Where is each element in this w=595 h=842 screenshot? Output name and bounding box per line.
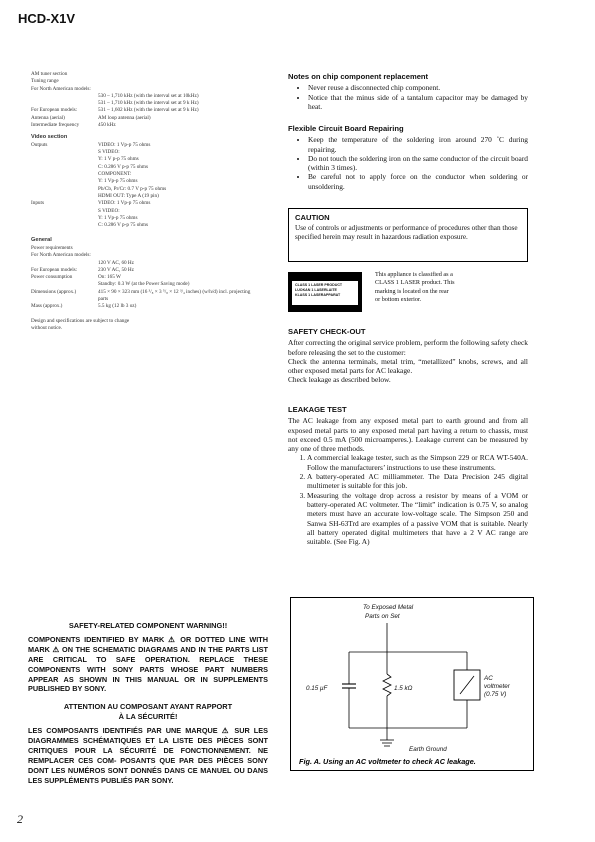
spec-key bbox=[31, 281, 98, 288]
spec-value: 5.5 kg (12 lb 3 oz) bbox=[98, 303, 137, 310]
video-spec-row bbox=[31, 215, 256, 222]
notes-item: • Notice that the minus side of a tantalum capacitor may be damaged by heat. bbox=[308, 93, 528, 112]
spec-key: For North American models: bbox=[31, 85, 91, 92]
spec-value bbox=[98, 245, 256, 252]
spec-value: Y: 1 V p-p 75 ohms bbox=[98, 156, 139, 163]
video-spec-row bbox=[31, 186, 256, 193]
spec-key bbox=[31, 208, 98, 215]
notes-title: Notes on chip component replacement bbox=[288, 72, 429, 81]
leakage-title: LEAKAGE TEST bbox=[288, 405, 347, 414]
spec-key: Power consumption bbox=[31, 274, 73, 281]
spec-key: Tuning range bbox=[31, 78, 59, 85]
spec-value: Y: 1 Vp-p 75 ohms bbox=[98, 214, 138, 221]
spec-value: S VIDEO: bbox=[98, 207, 120, 214]
general-spec-row bbox=[31, 267, 256, 274]
video-spec-row bbox=[31, 149, 256, 156]
safety-text-2: Check the antenna terminals, metal trim, “metallized” knobs, screws, and all other exposed metal parts for AC leakage. bbox=[288, 356, 528, 376]
am-spec-table bbox=[31, 71, 256, 129]
video-spec-row bbox=[31, 193, 256, 200]
spec-key bbox=[31, 171, 98, 178]
leakage-text: The AC leakage from any exposed metal part to earth ground and from all exposed metal parts to any exposed metal part having a return to chassis, must not exceed 0.5 mA (500 microamperes.). Leakage current can be measured by any one of three methods. bbox=[288, 416, 528, 454]
safety-text-3: Check leakage as described below. bbox=[288, 375, 391, 385]
flexible-item: • Keep the temperature of the soldering iron around 270 ˚C during repairing. bbox=[308, 135, 528, 154]
notes-item: • Never reuse a disconnected chip component. bbox=[308, 83, 528, 92]
ground-label: Earth Ground bbox=[409, 746, 447, 753]
warning-text-fr: LES COMPOSANTS IDENTIFIÉS PAR UNE MARQUE ⚠ SUR LES DIAGRAMMES SCHÉMATIQUES ET LA LISTE DES PIÈCES SONT CRITIQUES POUR LA SÉCURITÉ DE FONCTIONNEMENT. NE REMPLACER CES COM- POSANTS QUE PAR DES PIÈCES SONY DONT LES NUMÉROS SONT DONNÉS DANS CE MANUEL OU DANS LES SUPPLÉMENTS PUBLIÉS PAR SONY. bbox=[28, 726, 268, 785]
spec-key bbox=[31, 149, 98, 156]
spec-value: C: 0.286 V p-p 75 ohms bbox=[98, 163, 148, 170]
figure-top-label: Parts on Set bbox=[365, 613, 400, 620]
notes-list bbox=[288, 83, 528, 111]
spec-key: AM tuner section bbox=[31, 71, 68, 77]
spec-key: Inputs bbox=[31, 200, 44, 207]
spec-value: VIDEO: 1 Vp-p 75 ohms bbox=[98, 200, 151, 207]
leakage-method: 2. A battery-operated AC milliammeter. The Data Precision 245 digital multimeter is suitable for this job. bbox=[307, 472, 528, 491]
leakage-method: 3. Measuring the voltage drop across a resistor by means of a VOM or battery-operated AC voltmeter. The “limit” indication is 0.75 V, so analog meters must have an accurate low-voltage scale. The Simpson 250 and Sanwa SH-63Trd are examples of a passive VOM that is suitable. Nearly all battery operated digital multimeters that have a 2 V AC range are suitable. (See Fig. A) bbox=[307, 491, 528, 547]
spec-value: 530 – 1,710 kHz (with the interval set at 10kHz) bbox=[98, 92, 199, 99]
spec-key bbox=[31, 156, 98, 163]
video-spec-row bbox=[31, 200, 256, 207]
spec-value: Standby: 0.3 W (at the Power Saving mode) bbox=[98, 281, 190, 288]
spec-value: S VIDEO: bbox=[98, 149, 120, 156]
leakage-method: 1. A commercial leakage tester, such as the Simpson 229 or RCA WT-540A. Follow the manufacturers’ instructions to use these instruments. bbox=[307, 453, 528, 472]
spec-value: AM loop antenna (aerial) bbox=[98, 114, 151, 121]
page-number: 2 bbox=[17, 812, 23, 826]
leakage-circuit-diagram bbox=[291, 598, 533, 770]
am-spec-row bbox=[31, 107, 256, 114]
spec-key: Antenna (aerial) bbox=[31, 114, 65, 121]
safety-title: SAFETY CHECK-OUT bbox=[288, 327, 366, 336]
spec-value: VIDEO: 1 Vp-p 75 ohms bbox=[98, 141, 151, 148]
spec-value: COMPONENT: bbox=[98, 171, 132, 178]
video-spec-row bbox=[31, 156, 256, 163]
resistor-label: 1.5 kΩ bbox=[394, 685, 413, 692]
spec-value: 120 V AC, 60 Hz bbox=[98, 259, 134, 266]
general-spec-table bbox=[31, 245, 256, 311]
caution-box bbox=[288, 208, 528, 262]
specifications bbox=[31, 71, 256, 333]
general-spec-row bbox=[31, 252, 256, 259]
spec-value: C: 0.286 V p-p 75 ohms bbox=[98, 222, 148, 229]
spec-value: 230 V AC, 50 Hz bbox=[98, 266, 134, 273]
safety-warning bbox=[28, 621, 268, 794]
warning-title-en: SAFETY-RELATED COMPONENT WARNING!! bbox=[68, 621, 228, 630]
flexible-board-section bbox=[288, 124, 528, 191]
model-title: HCD-X1V bbox=[18, 11, 76, 26]
video-spec-row bbox=[31, 208, 256, 215]
am-spec-row bbox=[31, 122, 256, 129]
leakage-methods bbox=[288, 453, 528, 546]
spec-key: Mass (approx.) bbox=[31, 303, 63, 310]
spec-key bbox=[31, 178, 98, 185]
video-spec-row bbox=[31, 222, 256, 229]
flexible-item: • Do not touch the soldering iron on the same conductor of the circuit board (within 3 times). bbox=[308, 154, 528, 173]
spec-key bbox=[31, 100, 98, 107]
spec-value: 531 – 1,710 kHz (with the interval set at 9 k Hz) bbox=[98, 100, 199, 107]
figure-caption: Fig. A. Using an AC voltmeter to check AC leakage. bbox=[299, 757, 476, 766]
spec-value: 531 – 1,602 kHz (with the interval set at 9 k Hz) bbox=[98, 107, 199, 114]
general-spec-row bbox=[31, 281, 256, 288]
flexible-title: Flexible Circuit Board Repairing bbox=[288, 124, 404, 133]
general-spec-row bbox=[31, 245, 256, 252]
leakage-test-section bbox=[288, 405, 528, 546]
spec-value: 415 × 90 × 323 mm (16 ³/₈ × 3 ⁵/₈ × 12 ³/₄ inches) (w/h/d) incl. projecting parts bbox=[98, 288, 251, 303]
general-section-title: General bbox=[31, 237, 52, 244]
spec-key bbox=[31, 193, 98, 200]
spec-key: For European models: bbox=[31, 266, 78, 273]
spec-footer: Design and specifications are subject to change without notice. bbox=[31, 317, 130, 332]
am-spec-row bbox=[31, 71, 256, 78]
laser-label-line: LUOKAN 1 LASERLAITE bbox=[295, 288, 337, 292]
spec-key: Power requirements bbox=[31, 244, 73, 251]
flexible-item: • Be careful not to apply force on the conductor when soldering or unsoldering. bbox=[308, 172, 528, 191]
spec-key: For North American models: bbox=[31, 252, 91, 259]
spec-value bbox=[98, 71, 256, 78]
notes-chip-section bbox=[288, 72, 528, 111]
safety-checkout-section bbox=[288, 327, 528, 385]
laser-label-line: CLASS 1 LASER PRODUCT bbox=[295, 283, 343, 287]
laser-label bbox=[292, 281, 358, 305]
am-spec-row bbox=[31, 86, 256, 93]
caution-text: Use of controls or adjustments or performance of procedures other than those specified herein may result in hazardous radiation exposure. bbox=[295, 224, 518, 241]
am-spec-row bbox=[31, 115, 256, 122]
warning-title-fr: ATTENTION AU COMPOSANT AYANT RAPPORT bbox=[63, 702, 233, 712]
spec-key: Dimensions (approx.) bbox=[31, 288, 77, 295]
video-spec-row bbox=[31, 171, 256, 178]
voltmeter-label: (0.75 V) bbox=[484, 691, 507, 698]
spec-key bbox=[31, 186, 98, 193]
spec-value: Y: 1 Vp-p 75 ohms bbox=[98, 178, 138, 185]
voltmeter-label: voltmeter bbox=[484, 683, 510, 690]
figure-a bbox=[290, 597, 534, 771]
video-spec-table bbox=[31, 142, 256, 230]
spec-value: Pb/Cb, Pr/Cr: 0.7 V p-p 75 ohms bbox=[98, 185, 167, 192]
spec-key bbox=[31, 222, 98, 229]
spec-value: 450 kHz bbox=[98, 122, 116, 129]
spec-key: For European models: bbox=[31, 107, 78, 114]
figure-top-label: To Exposed Metal bbox=[363, 604, 414, 611]
video-spec-row bbox=[31, 178, 256, 185]
flexible-list bbox=[288, 135, 528, 191]
video-spec-row bbox=[31, 164, 256, 171]
spec-key bbox=[31, 164, 98, 171]
laser-description: This appliance is classified as a CLASS 1 LASER product. This marking is located on the rear or bottom exterior. bbox=[375, 271, 455, 303]
caution-title: CAUTION bbox=[295, 213, 330, 222]
spec-value: On: 165 W bbox=[98, 274, 121, 281]
spec-key: Outputs bbox=[31, 141, 48, 148]
video-section-title: Video section bbox=[31, 134, 68, 141]
safety-text: After correcting the original service problem, perform the following safety check before releasing the set to the customer: bbox=[288, 338, 528, 357]
capacitor-label: 0.15 μF bbox=[306, 685, 328, 692]
spec-value bbox=[98, 78, 256, 85]
general-spec-row bbox=[31, 303, 256, 310]
spec-key bbox=[31, 93, 98, 100]
general-spec-row bbox=[31, 289, 256, 304]
spec-key bbox=[31, 215, 98, 222]
am-spec-row bbox=[31, 78, 256, 85]
warning-text-en: COMPONENTS IDENTIFIED BY MARK ⚠ OR DOTTED LINE WITH MARK ⚠ ON THE SCHEMATIC DIAGRAMS AND IN THE PARTS LIST ARE CRITICAL TO SAFE OPERATION. REPLACE THESE COMPONENTS WITH SONY PARTS WHOSE PART NUMBERS APPEAR AS SHOWN IN THIS MANUAL OR IN SUPPLEMENTS PUBLISHED BY SONY. bbox=[28, 634, 268, 694]
spec-key: Intermediate frequency bbox=[31, 122, 80, 129]
spec-key bbox=[31, 260, 98, 267]
voltmeter-label: AC bbox=[484, 675, 493, 682]
warning-title-fr-2: À LA SÉCURITÉ! bbox=[118, 712, 178, 722]
spec-value: HDMI OUT: Type A (19 pin) bbox=[98, 192, 159, 199]
general-spec-row bbox=[31, 260, 256, 267]
video-spec-row bbox=[31, 142, 256, 149]
laser-label-line: KLASS 1 LASERAPPARAT bbox=[295, 293, 341, 297]
